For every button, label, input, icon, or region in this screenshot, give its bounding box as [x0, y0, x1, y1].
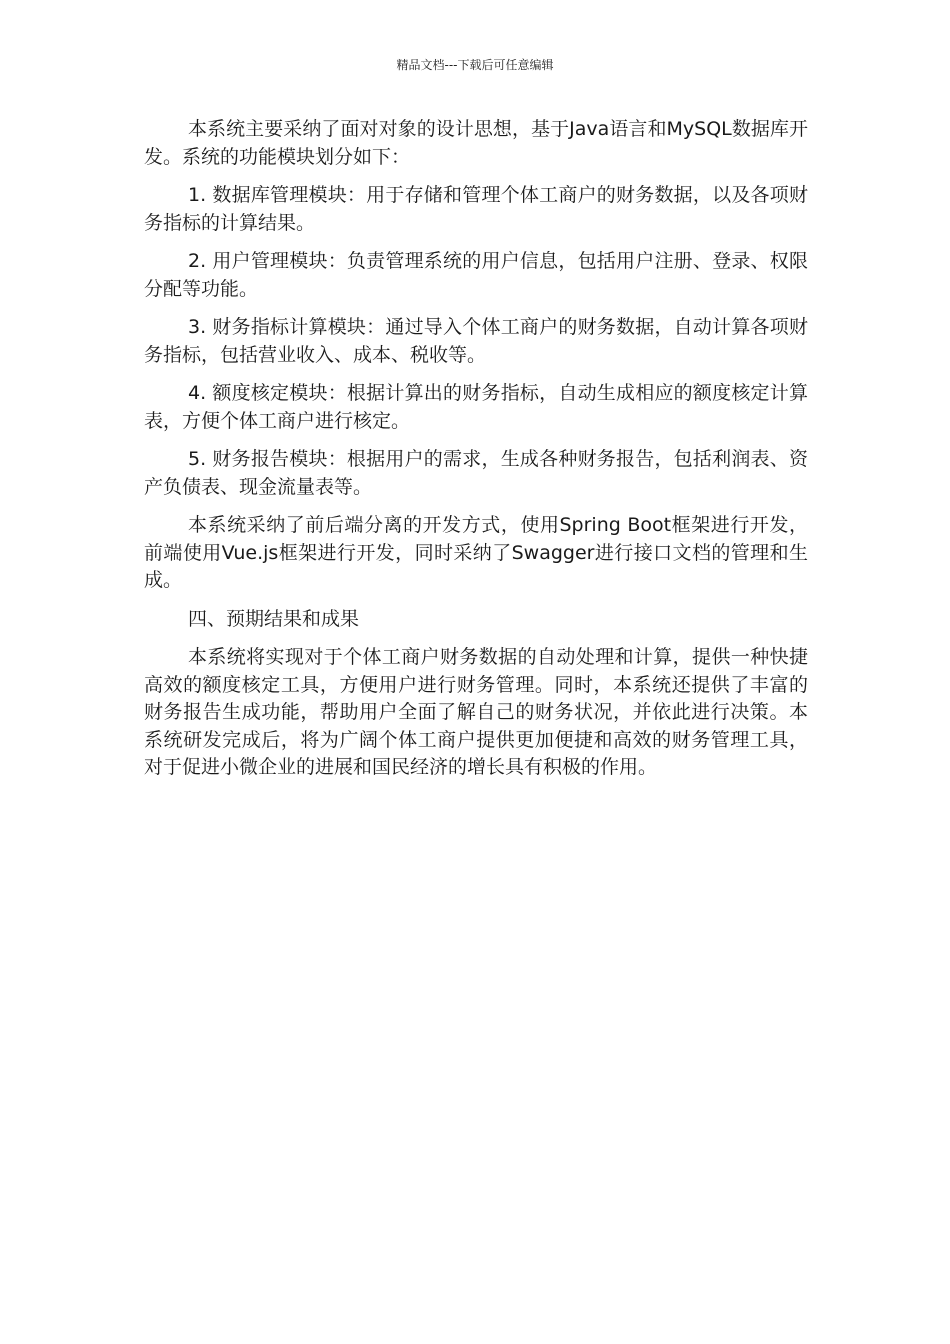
section-heading: 四、预期结果和成果	[188, 607, 360, 630]
module-report-paragraph: 5. 财务报告模块：根据用户的需求，生成各种财务报告，包括利润表、资产负债表、现金流量表等。	[144, 448, 808, 498]
module-database-paragraph: 1. 数据库管理模块：用于存储和管理个体工商户的财务数据，以及各项财务指标的计算结果。	[144, 184, 808, 234]
module-user-paragraph: 2. 用户管理模块：负责管理系统的用户信息，包括用户注册、登录、权限分配等功能。	[144, 250, 808, 300]
architecture-paragraph: 本系统采纳了前后端分离的开发方式，使用Spring Boot框架进行开发，前端使用Vue.js框架进行开发，同时采纳了Swagger进行接口文档的管理和生成。	[144, 514, 808, 591]
module-quota-paragraph: 4. 额度核定模块：根据计算出的财务指标，自动生成相应的额度核定计算表，方便个体工商户进行核定。	[144, 382, 808, 432]
page-header: 精品文档---下载后可任意编辑	[396, 58, 554, 72]
document-body	[144, 116, 808, 793]
results-paragraph: 本系统将实现对于个体工商户财务数据的自动处理和计算，提供一种快捷高效的额度核定工具，方便用户进行财务管理。同时，本系统还提供了丰富的财务报告生成功能，帮助用户全面了解自己的财务状况，并依此进行决策。本系统研发完成后，将为广阔个体工商户提供更加便捷和高效的财务管理工具，对于促进小微企业的进展和国民经济的增长具有积极的作用。	[144, 646, 808, 778]
module-indicator-paragraph: 3. 财务指标计算模块：通过导入个体工商户的财务数据，自动计算各项财务指标，包括营业收入、成本、税收等。	[144, 316, 808, 366]
intro-paragraph: 本系统主要采纳了面对对象的设计思想，基于Java语言和MySQL数据库开发。系统的功能模块划分如下：	[144, 118, 808, 168]
